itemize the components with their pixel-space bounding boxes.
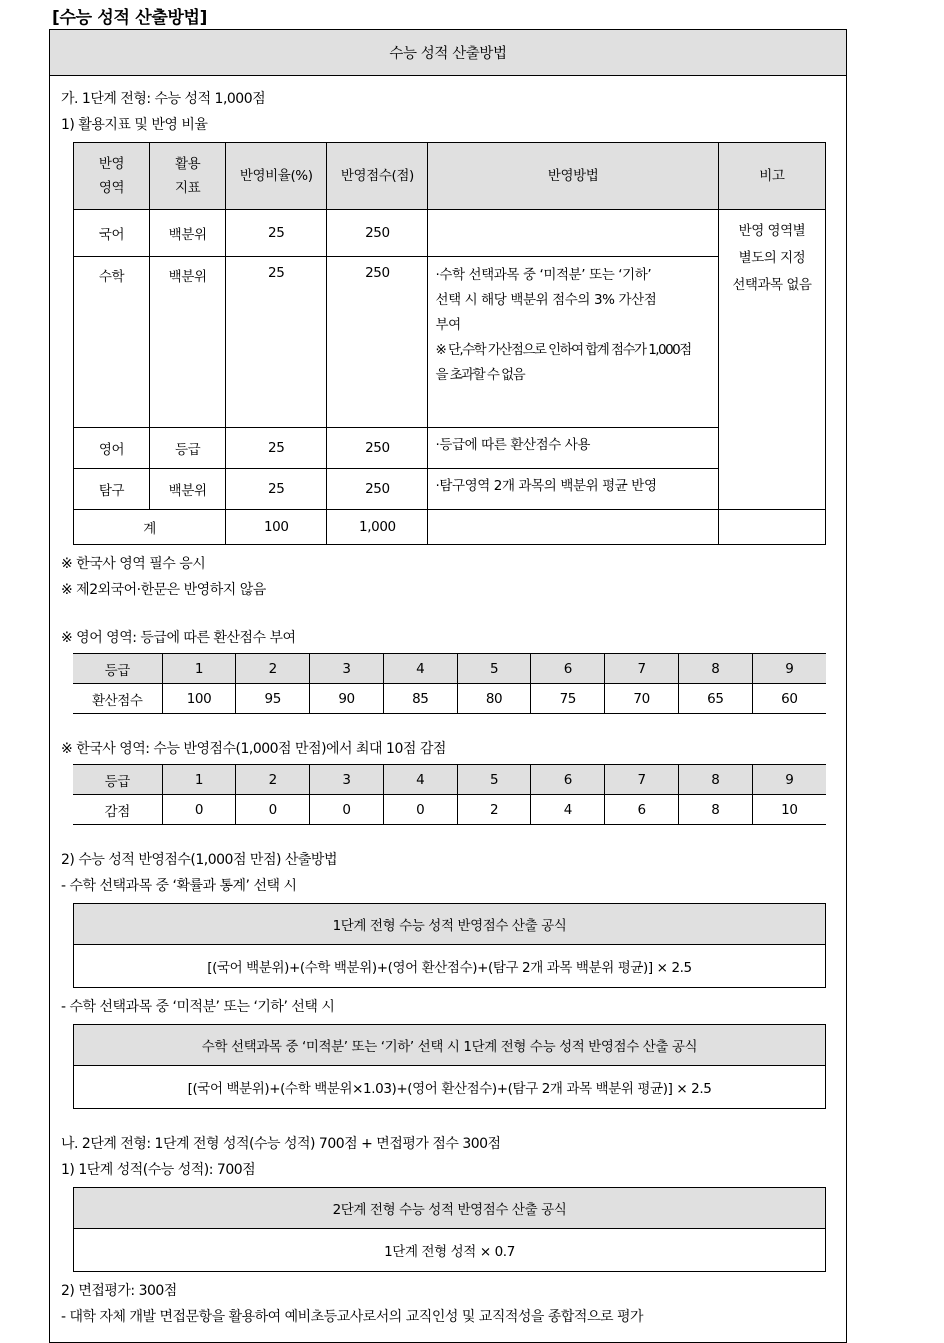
note-second-language: ※ 제2외국어·한문은 반영하지 않음	[61, 582, 266, 598]
cell-total-method	[428, 510, 718, 545]
cell-value-7: 6	[605, 795, 679, 825]
cell-area: 영어	[74, 428, 150, 469]
th-grade-1: 1	[162, 765, 236, 795]
method-line3: 부여	[435, 317, 461, 333]
th-grade-4: 4	[383, 654, 457, 684]
cell-value-9: 60	[752, 684, 826, 714]
cell-method	[428, 210, 718, 257]
table-row	[74, 257, 826, 428]
formula-stage2-head: 2단계 전형 수능 성적 반영점수 산출 공식	[74, 1188, 825, 1229]
cell-index: 백분위	[150, 469, 226, 510]
th-index-line2: 지표	[174, 180, 201, 196]
cell-value-5: 80	[457, 684, 531, 714]
formula-stage2-body: 1단계 전형 성적 × 0.7	[74, 1229, 825, 1271]
formula-box-stage1-statistics	[73, 903, 826, 988]
th-area	[74, 143, 150, 210]
cell-total-ratio: 100	[226, 510, 327, 545]
method-line1: ·수학 선택과목 중 ‘미적분’ 또는 ‘기하’	[435, 267, 652, 283]
cell-score: 250	[327, 257, 428, 428]
cell-value-6: 4	[531, 795, 605, 825]
cell-score: 250	[327, 469, 428, 510]
th-grade-2: 2	[236, 765, 310, 795]
cell-value-9: 10	[752, 795, 826, 825]
formula-a-lead: - 수학 선택과목 중 ‘확률과 통계’ 선택 시	[61, 878, 297, 894]
remark-line1: 반영 영역별	[738, 223, 806, 239]
cell-method: ·등급에 따른 환산점수 사용	[428, 428, 718, 469]
formula-b-body: [(국어 백분위)+(수학 백분위×1.03)+(영어 환산점수)+(탐구 2개 과목 백분위 평균)] × 2.5	[74, 1066, 825, 1108]
th-grade-3: 3	[310, 765, 384, 795]
th-index-line1: 활용	[174, 156, 201, 172]
reflection-table	[73, 142, 826, 545]
table-row-total	[74, 510, 826, 545]
method-note-line1: ※ 단,수학 가산점으로 인하여 합계 점수가 1,000점	[435, 342, 691, 358]
stage1-sub1: 1) 활용지표 및 반영 비율	[61, 117, 208, 133]
th-grade-6: 6	[531, 654, 605, 684]
cell-area: 국어	[74, 210, 150, 257]
th-grade-5: 5	[457, 654, 531, 684]
cell-value-3: 90	[310, 684, 384, 714]
cell-value-4: 85	[383, 684, 457, 714]
cell-method	[428, 257, 718, 428]
cell-total-score: 1,000	[327, 510, 428, 545]
th-grade-6: 6	[531, 765, 605, 795]
cell-ratio: 25	[226, 469, 327, 510]
stage2-sub2: 2) 면접평가: 300점	[61, 1283, 177, 1299]
cell-total-label: 계	[74, 510, 226, 545]
cell-index: 백분위	[150, 257, 226, 428]
th-grade-7: 7	[605, 654, 679, 684]
th-grade-label: 등급	[73, 654, 162, 684]
cell-value-2: 0	[236, 795, 310, 825]
cell-value-8: 8	[678, 795, 752, 825]
cell-value-5: 2	[457, 795, 531, 825]
table-header-row	[74, 143, 826, 210]
th-grade-9: 9	[752, 654, 826, 684]
cell-value-1: 100	[162, 684, 236, 714]
cell-score: 250	[327, 428, 428, 469]
content-body	[50, 76, 846, 1342]
cell-value-7: 70	[605, 684, 679, 714]
th-grade-8: 8	[678, 654, 752, 684]
cell-value-3: 0	[310, 795, 384, 825]
formula-box-stage2	[73, 1187, 826, 1272]
table-row	[74, 469, 826, 510]
th-grade-label: 등급	[73, 765, 162, 795]
cell-remark	[718, 210, 825, 510]
th-score: 반영점수(점)	[327, 143, 428, 210]
formula-a-head: 1단계 전형 수능 성적 반영점수 산출 공식	[74, 904, 825, 945]
cell-score: 250	[327, 210, 428, 257]
method-line2: 선택 시 해당 백분위 점수의 3% 가산점	[435, 292, 657, 308]
formula-b-head: 수학 선택과목 중 ‘미적분’ 또는 ‘기하’ 선택 시 1단계 전형 수능 성적 반영점수 산출 공식	[74, 1025, 825, 1066]
cell-value-label: 감점	[73, 795, 162, 825]
formula-b-lead: - 수학 선택과목 중 ‘미적분’ 또는 ‘기하’ 선택 시	[61, 999, 335, 1015]
main-content-box	[49, 29, 847, 1343]
table-header-row	[73, 765, 826, 795]
history-deduction-note: ※ 한국사 영역: 수능 반영점수(1,000점 만점)에서 최대 10점 감점	[61, 741, 446, 757]
note-history-required: ※ 한국사 영역 필수 응시	[61, 556, 206, 572]
remark-line2: 별도의 지정	[738, 250, 806, 266]
th-index	[150, 143, 226, 210]
th-grade-2: 2	[236, 654, 310, 684]
th-grade-7: 7	[605, 765, 679, 795]
remark-line3: 선택과목 없음	[732, 277, 812, 293]
table-header-row	[73, 654, 826, 684]
english-conversion-table	[73, 653, 826, 714]
banner-title: 수능 성적 산출방법	[50, 30, 846, 76]
stage1-sub2: 2) 수능 성적 반영점수(1,000점 만점) 산출방법	[61, 852, 337, 868]
cell-total-remark	[718, 510, 825, 545]
cell-value-6: 75	[531, 684, 605, 714]
th-grade-9: 9	[752, 765, 826, 795]
history-deduction-table	[73, 764, 826, 825]
stage1-heading: 가. 1단계 전형: 수능 성적 1,000점	[61, 91, 266, 107]
cell-value-label: 환산점수	[73, 684, 162, 714]
cell-index: 백분위	[150, 210, 226, 257]
table-row	[73, 684, 826, 714]
th-area-line2: 영역	[98, 180, 125, 196]
stage2-sub2-detail: - 대학 자체 개발 면접문항을 활용하여 예비초등교사로서의 교직인성 및 교직적성을 종합적으로 평가	[61, 1309, 643, 1325]
cell-value-1: 0	[162, 795, 236, 825]
cell-area: 수학	[74, 257, 150, 428]
table-row	[73, 795, 826, 825]
cell-index: 등급	[150, 428, 226, 469]
th-remark: 비고	[718, 143, 825, 210]
formula-box-stage1-calculus	[73, 1024, 826, 1109]
th-area-line1: 반영	[98, 156, 125, 172]
formula-a-body: [(국어 백분위)+(수학 백분위)+(영어 환산점수)+(탐구 2개 과목 백분위 평균)] × 2.5	[74, 945, 825, 987]
stage2-sub1: 1) 1단계 성적(수능 성적): 700점	[61, 1162, 256, 1178]
th-grade-1: 1	[162, 654, 236, 684]
th-ratio: 반영비율(%)	[226, 143, 327, 210]
cell-ratio: 25	[226, 210, 327, 257]
cell-ratio: 25	[226, 257, 327, 428]
cell-value-4: 0	[383, 795, 457, 825]
th-method: 반영방법	[428, 143, 718, 210]
cell-value-8: 65	[678, 684, 752, 714]
method-note-line2: 을 초과할 수 없음	[435, 367, 525, 383]
page-title: [수능 성적 산출방법]	[52, 8, 208, 28]
cell-area: 탐구	[74, 469, 150, 510]
english-conversion-note: ※ 영어 영역: 등급에 따른 환산점수 부여	[61, 630, 296, 646]
th-grade-3: 3	[310, 654, 384, 684]
th-grade-8: 8	[678, 765, 752, 795]
th-grade-5: 5	[457, 765, 531, 795]
th-grade-4: 4	[383, 765, 457, 795]
table-row	[74, 428, 826, 469]
cell-method: ·탐구영역 2개 과목의 백분위 평균 반영	[428, 469, 718, 510]
stage2-heading: 나. 2단계 전형: 1단계 전형 성적(수능 성적) 700점 + 면접평가 점수 300점	[61, 1136, 501, 1152]
cell-value-2: 95	[236, 684, 310, 714]
table-row	[74, 210, 826, 257]
cell-ratio: 25	[226, 428, 327, 469]
